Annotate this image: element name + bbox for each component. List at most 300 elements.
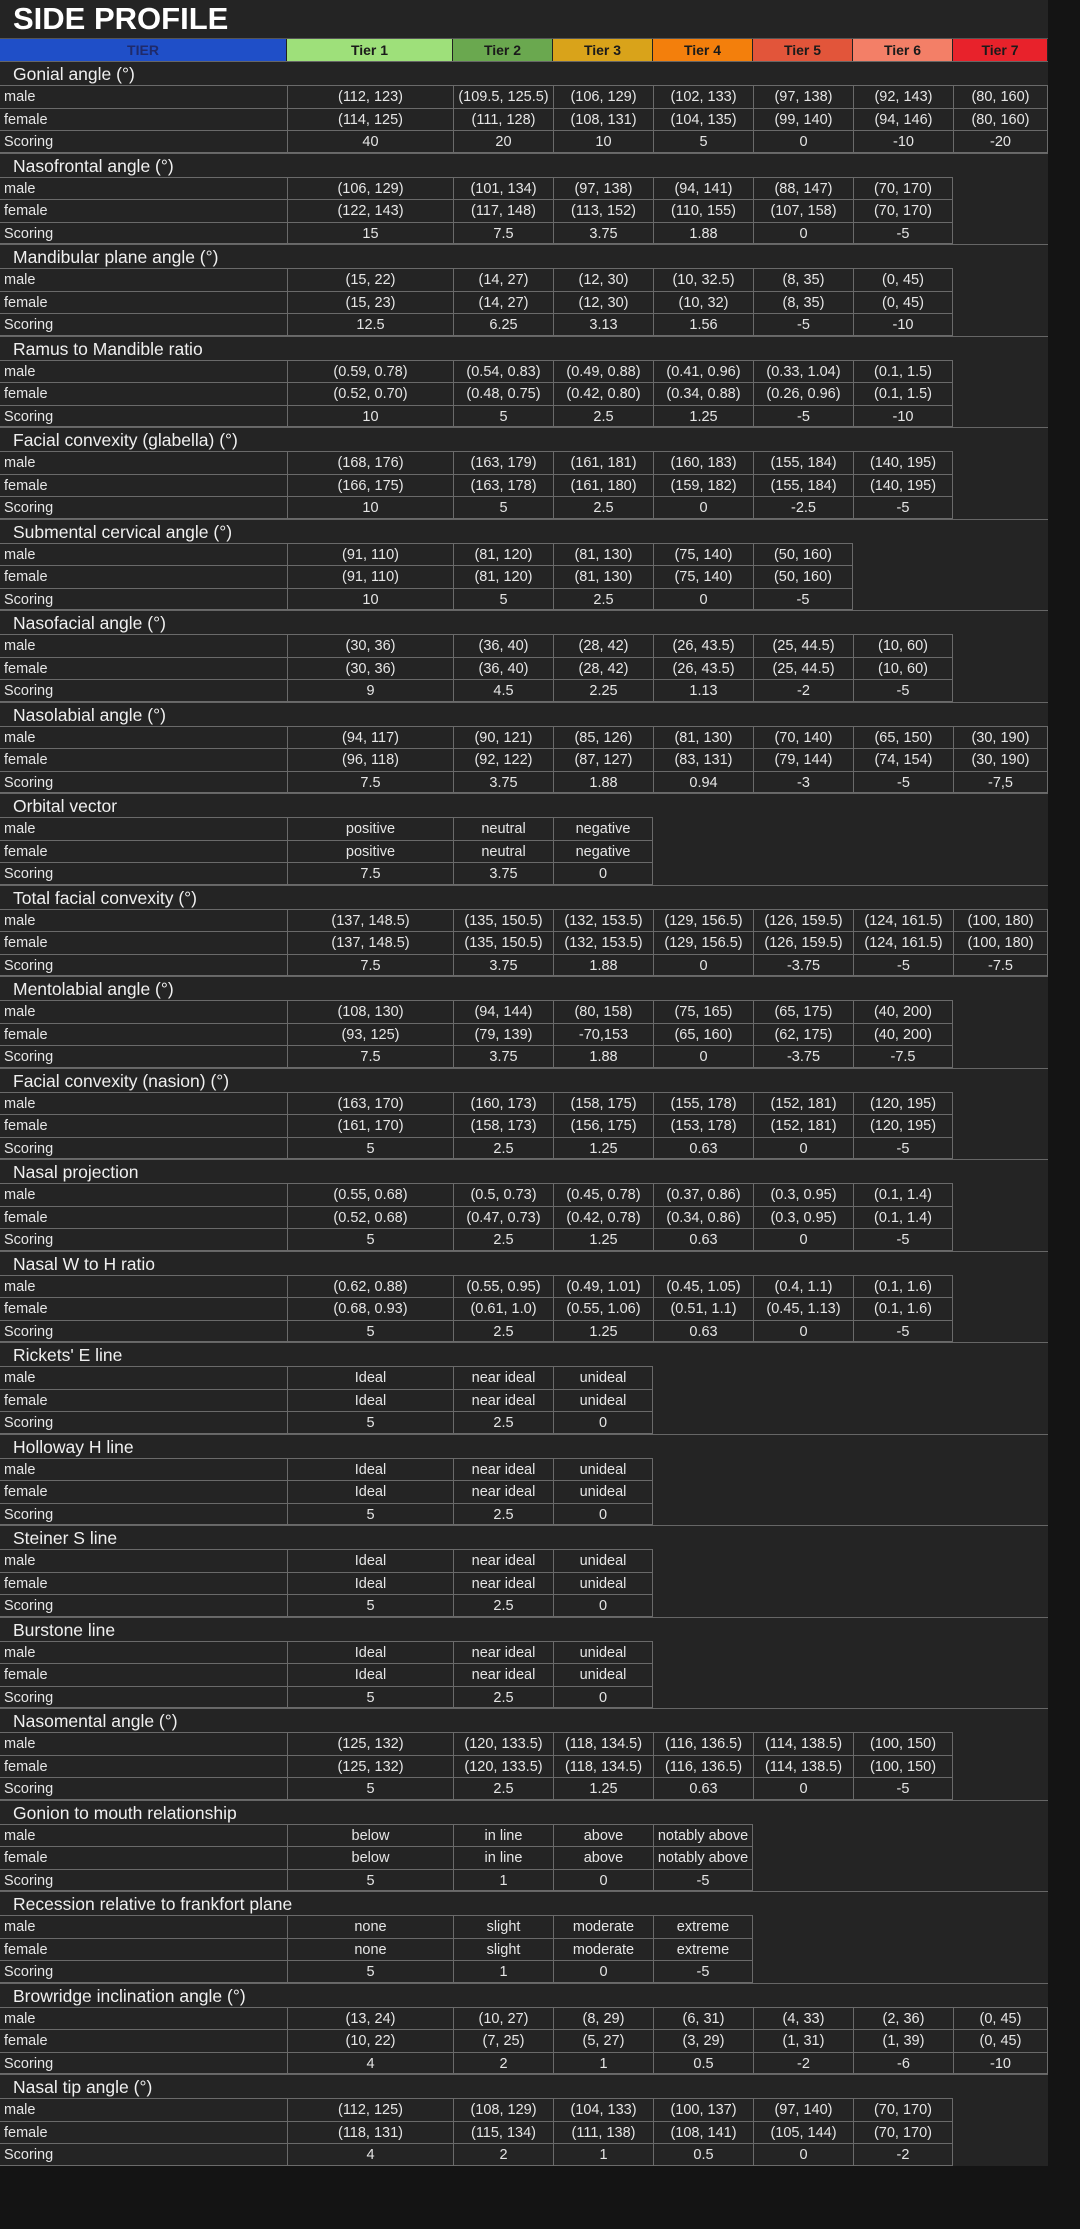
empty-cell[interactable] bbox=[953, 1503, 1048, 1526]
tier-4-cell[interactable]: (104, 135) bbox=[653, 108, 753, 131]
row-label[interactable]: Scoring bbox=[0, 1320, 287, 1343]
row-label[interactable]: Scoring bbox=[0, 862, 287, 885]
tier-2-cell[interactable]: 2.5 bbox=[453, 1503, 553, 1526]
tier-5-cell[interactable]: -5 bbox=[753, 588, 853, 611]
tier-4-cell[interactable]: extreme bbox=[653, 1938, 753, 1961]
tier-4-cell[interactable]: (26, 43.5) bbox=[653, 657, 753, 680]
tier-1-cell[interactable]: 7.5 bbox=[287, 954, 453, 977]
tier-3-cell[interactable]: (0.55, 1.06) bbox=[553, 1297, 653, 1320]
empty-cell[interactable] bbox=[953, 588, 1048, 611]
tier-4-cell[interactable]: 0.63 bbox=[653, 1777, 753, 1800]
tier-5-cell[interactable]: (152, 181) bbox=[753, 1114, 853, 1137]
tier-6-cell[interactable]: (74, 154) bbox=[853, 748, 953, 771]
tier-2-cell[interactable]: 2 bbox=[453, 2143, 553, 2166]
row-label[interactable]: female bbox=[0, 1480, 287, 1503]
empty-cell[interactable] bbox=[953, 1755, 1048, 1778]
tier-3-cell[interactable]: unideal bbox=[553, 1641, 653, 1664]
tier-4-cell[interactable]: 1.56 bbox=[653, 313, 753, 336]
row-label[interactable]: Scoring bbox=[0, 1686, 287, 1709]
tier-4-cell[interactable]: (116, 136.5) bbox=[653, 1755, 753, 1778]
empty-cell[interactable] bbox=[753, 1824, 853, 1847]
tier-2-cell[interactable]: near ideal bbox=[453, 1641, 553, 1664]
empty-cell[interactable] bbox=[953, 222, 1048, 245]
tier-6-cell[interactable]: -5 bbox=[853, 679, 953, 702]
tier-1-cell[interactable]: (112, 123) bbox=[287, 85, 453, 108]
tier-5-cell[interactable]: 0 bbox=[753, 2143, 853, 2166]
row-label[interactable]: Scoring bbox=[0, 222, 287, 245]
empty-cell[interactable] bbox=[653, 1549, 753, 1572]
tier-3-cell[interactable]: 0 bbox=[553, 1869, 653, 1892]
tier-4-cell[interactable]: (0.34, 0.86) bbox=[653, 1206, 753, 1229]
tier-6-cell[interactable]: (100, 150) bbox=[853, 1732, 953, 1755]
tier-2-cell[interactable]: (90, 121) bbox=[453, 726, 553, 749]
row-label[interactable]: Scoring bbox=[0, 771, 287, 794]
row-label[interactable]: male bbox=[0, 726, 287, 749]
tier-4-cell[interactable]: (159, 182) bbox=[653, 474, 753, 497]
tier-3-cell[interactable]: (156, 175) bbox=[553, 1114, 653, 1137]
row-label[interactable]: male bbox=[0, 543, 287, 566]
empty-cell[interactable] bbox=[653, 862, 753, 885]
empty-cell[interactable] bbox=[953, 1960, 1048, 1983]
tier-6-cell[interactable]: -5 bbox=[853, 1137, 953, 1160]
tier-3-cell[interactable]: 0 bbox=[553, 1686, 653, 1709]
tier-1-cell[interactable]: (0.52, 0.68) bbox=[287, 1206, 453, 1229]
tier-2-cell[interactable]: 3.75 bbox=[453, 1045, 553, 1068]
tier-2-cell[interactable]: 5 bbox=[453, 496, 553, 519]
empty-cell[interactable] bbox=[753, 1480, 853, 1503]
tier-2-cell[interactable]: (158, 173) bbox=[453, 1114, 553, 1137]
row-label[interactable]: Scoring bbox=[0, 1228, 287, 1251]
row-label[interactable]: male bbox=[0, 1366, 287, 1389]
empty-cell[interactable] bbox=[753, 1915, 853, 1938]
empty-cell[interactable] bbox=[753, 1366, 853, 1389]
tier-3-cell[interactable]: (28, 42) bbox=[553, 657, 653, 680]
tier-header-2[interactable]: Tier 2 bbox=[453, 39, 553, 61]
empty-cell[interactable] bbox=[953, 496, 1048, 519]
tier-5-cell[interactable]: (0.3, 0.95) bbox=[753, 1183, 853, 1206]
tier-2-cell[interactable]: near ideal bbox=[453, 1366, 553, 1389]
tier-3-cell[interactable]: 1.88 bbox=[553, 954, 653, 977]
tier-3-cell[interactable]: 3.75 bbox=[553, 222, 653, 245]
tier-1-cell[interactable]: Ideal bbox=[287, 1549, 453, 1572]
row-label[interactable]: Scoring bbox=[0, 2052, 287, 2075]
row-label[interactable]: female bbox=[0, 931, 287, 954]
tier-3-cell[interactable]: 0 bbox=[553, 1960, 653, 1983]
row-label[interactable]: male bbox=[0, 1183, 287, 1206]
tier-4-cell[interactable]: (3, 29) bbox=[653, 2029, 753, 2052]
tier-5-cell[interactable]: (155, 184) bbox=[753, 474, 853, 497]
tier-1-cell[interactable]: (0.52, 0.70) bbox=[287, 382, 453, 405]
row-label[interactable]: male bbox=[0, 634, 287, 657]
tier-2-cell[interactable]: neutral bbox=[453, 817, 553, 840]
tier-1-cell[interactable]: 5 bbox=[287, 1320, 453, 1343]
tier-4-cell[interactable]: (0.34, 0.88) bbox=[653, 382, 753, 405]
tier-2-cell[interactable]: near ideal bbox=[453, 1458, 553, 1481]
tier-3-cell[interactable]: 2.25 bbox=[553, 679, 653, 702]
tier-1-cell[interactable]: (168, 176) bbox=[287, 451, 453, 474]
tier-3-cell[interactable]: unideal bbox=[553, 1572, 653, 1595]
tier-2-cell[interactable]: 2.5 bbox=[453, 1411, 553, 1434]
row-label[interactable]: female bbox=[0, 1389, 287, 1412]
row-label[interactable]: female bbox=[0, 1755, 287, 1778]
tier-6-cell[interactable]: (0.1, 1.5) bbox=[853, 360, 953, 383]
tier-4-cell[interactable]: (0.51, 1.1) bbox=[653, 1297, 753, 1320]
tier-6-cell[interactable]: -2 bbox=[853, 2143, 953, 2166]
tier-3-cell[interactable]: (161, 181) bbox=[553, 451, 653, 474]
tier-1-cell[interactable]: (118, 131) bbox=[287, 2121, 453, 2144]
tier-7-cell[interactable]: (30, 190) bbox=[953, 726, 1048, 749]
tier-2-cell[interactable]: (0.5, 0.73) bbox=[453, 1183, 553, 1206]
tier-6-cell[interactable]: (120, 195) bbox=[853, 1114, 953, 1137]
empty-cell[interactable] bbox=[853, 862, 953, 885]
row-label[interactable]: male bbox=[0, 1000, 287, 1023]
tier-2-cell[interactable]: near ideal bbox=[453, 1663, 553, 1686]
tier-2-cell[interactable]: (160, 173) bbox=[453, 1092, 553, 1115]
tier-1-cell[interactable]: 15 bbox=[287, 222, 453, 245]
tier-3-cell[interactable]: unideal bbox=[553, 1663, 653, 1686]
row-label[interactable]: female bbox=[0, 1114, 287, 1137]
tier-2-cell[interactable]: (135, 150.5) bbox=[453, 909, 553, 932]
tier-6-cell[interactable]: -6 bbox=[853, 2052, 953, 2075]
tier-2-cell[interactable]: (0.54, 0.83) bbox=[453, 360, 553, 383]
empty-cell[interactable] bbox=[853, 565, 953, 588]
tier-4-cell[interactable]: (65, 160) bbox=[653, 1023, 753, 1046]
tier-5-cell[interactable]: (0.26, 0.96) bbox=[753, 382, 853, 405]
empty-cell[interactable] bbox=[953, 1663, 1048, 1686]
tier-7-cell[interactable]: (80, 160) bbox=[953, 85, 1048, 108]
tier-6-cell[interactable]: (92, 143) bbox=[853, 85, 953, 108]
tier-3-cell[interactable]: (81, 130) bbox=[553, 543, 653, 566]
empty-cell[interactable] bbox=[953, 360, 1048, 383]
tier-5-cell[interactable]: (88, 147) bbox=[753, 177, 853, 200]
tier-2-cell[interactable]: (163, 178) bbox=[453, 474, 553, 497]
empty-cell[interactable] bbox=[953, 1869, 1048, 1892]
empty-cell[interactable] bbox=[953, 1297, 1048, 1320]
tier-3-cell[interactable]: (0.42, 0.80) bbox=[553, 382, 653, 405]
row-label[interactable]: male bbox=[0, 1275, 287, 1298]
tier-6-cell[interactable]: (70, 170) bbox=[853, 177, 953, 200]
tier-3-cell[interactable]: (8, 29) bbox=[553, 2007, 653, 2030]
tier-1-cell[interactable]: (114, 125) bbox=[287, 108, 453, 131]
tier-3-cell[interactable]: 0 bbox=[553, 1411, 653, 1434]
tier-3-cell[interactable]: 10 bbox=[553, 130, 653, 153]
empty-cell[interactable] bbox=[753, 1411, 853, 1434]
tier-3-cell[interactable]: 1.25 bbox=[553, 1777, 653, 1800]
tier-1-cell[interactable]: 5 bbox=[287, 1960, 453, 1983]
empty-cell[interactable] bbox=[853, 1869, 953, 1892]
empty-cell[interactable] bbox=[653, 1480, 753, 1503]
tier-1-cell[interactable]: (122, 143) bbox=[287, 199, 453, 222]
tier-6-cell[interactable]: (40, 200) bbox=[853, 1023, 953, 1046]
row-label[interactable]: female bbox=[0, 1023, 287, 1046]
tier-3-cell[interactable]: (158, 175) bbox=[553, 1092, 653, 1115]
tier-3-cell[interactable]: 2.5 bbox=[553, 588, 653, 611]
row-label[interactable]: female bbox=[0, 108, 287, 131]
empty-cell[interactable] bbox=[853, 1366, 953, 1389]
empty-cell[interactable] bbox=[953, 679, 1048, 702]
tier-5-cell[interactable]: (126, 159.5) bbox=[753, 931, 853, 954]
tier-6-cell[interactable]: (0.1, 1.6) bbox=[853, 1275, 953, 1298]
tier-2-cell[interactable]: (81, 120) bbox=[453, 565, 553, 588]
empty-cell[interactable] bbox=[953, 2121, 1048, 2144]
tier-3-cell[interactable]: (87, 127) bbox=[553, 748, 653, 771]
tier-3-cell[interactable]: 1.25 bbox=[553, 1137, 653, 1160]
empty-cell[interactable] bbox=[953, 1092, 1048, 1115]
row-label[interactable]: female bbox=[0, 2029, 287, 2052]
tier-2-cell[interactable]: near ideal bbox=[453, 1572, 553, 1595]
tier-header-6[interactable]: Tier 6 bbox=[853, 39, 953, 61]
tier-3-cell[interactable]: 2.5 bbox=[553, 405, 653, 428]
tier-1-cell[interactable]: (163, 170) bbox=[287, 1092, 453, 1115]
tier-5-cell[interactable]: 0 bbox=[753, 1777, 853, 1800]
tier-3-cell[interactable]: 0 bbox=[553, 1503, 653, 1526]
tier-2-cell[interactable]: (117, 148) bbox=[453, 199, 553, 222]
row-label[interactable]: Scoring bbox=[0, 954, 287, 977]
tier-5-cell[interactable]: (97, 140) bbox=[753, 2098, 853, 2121]
tier-3-cell[interactable]: unideal bbox=[553, 1480, 653, 1503]
empty-cell[interactable] bbox=[853, 1389, 953, 1412]
tier-4-cell[interactable]: -5 bbox=[653, 1960, 753, 1983]
tier-5-cell[interactable]: (8, 35) bbox=[753, 291, 853, 314]
tier-1-cell[interactable]: (0.62, 0.88) bbox=[287, 1275, 453, 1298]
tier-1-cell[interactable]: 5 bbox=[287, 1777, 453, 1800]
tier-5-cell[interactable]: -2 bbox=[753, 2052, 853, 2075]
row-label[interactable]: female bbox=[0, 1663, 287, 1686]
tier-2-cell[interactable]: 2.5 bbox=[453, 1594, 553, 1617]
tier-2-cell[interactable]: 20 bbox=[453, 130, 553, 153]
tier-3-cell[interactable]: negative bbox=[553, 840, 653, 863]
tier-1-cell[interactable]: (91, 110) bbox=[287, 543, 453, 566]
tier-1-cell[interactable]: 7.5 bbox=[287, 862, 453, 885]
tier-2-cell[interactable]: 7.5 bbox=[453, 222, 553, 245]
tier-6-cell[interactable]: -5 bbox=[853, 1320, 953, 1343]
empty-cell[interactable] bbox=[953, 291, 1048, 314]
tier-1-cell[interactable]: Ideal bbox=[287, 1641, 453, 1664]
tier-1-cell[interactable]: (91, 110) bbox=[287, 565, 453, 588]
row-label[interactable]: female bbox=[0, 1206, 287, 1229]
tier-2-cell[interactable]: (0.61, 1.0) bbox=[453, 1297, 553, 1320]
tier-2-cell[interactable]: near ideal bbox=[453, 1549, 553, 1572]
row-label[interactable]: Scoring bbox=[0, 1411, 287, 1434]
empty-cell[interactable] bbox=[853, 1594, 953, 1617]
tier-3-cell[interactable]: -70,153 bbox=[553, 1023, 653, 1046]
empty-cell[interactable] bbox=[953, 405, 1048, 428]
tier-1-cell[interactable]: Ideal bbox=[287, 1572, 453, 1595]
tier-2-cell[interactable]: (92, 122) bbox=[453, 748, 553, 771]
tier-5-cell[interactable]: (65, 175) bbox=[753, 1000, 853, 1023]
tier-4-cell[interactable]: (6, 31) bbox=[653, 2007, 753, 2030]
empty-cell[interactable] bbox=[753, 817, 853, 840]
tier-3-cell[interactable]: (132, 153.5) bbox=[553, 931, 653, 954]
tier-3-cell[interactable]: 2.5 bbox=[553, 496, 653, 519]
tier-1-cell[interactable]: 5 bbox=[287, 1228, 453, 1251]
row-label[interactable]: female bbox=[0, 474, 287, 497]
tier-1-cell[interactable]: (137, 148.5) bbox=[287, 909, 453, 932]
empty-cell[interactable] bbox=[753, 1641, 853, 1664]
empty-cell[interactable] bbox=[953, 474, 1048, 497]
tier-6-cell[interactable]: (124, 161.5) bbox=[853, 909, 953, 932]
tier-4-cell[interactable]: 1.13 bbox=[653, 679, 753, 702]
row-label[interactable]: male bbox=[0, 1092, 287, 1115]
empty-cell[interactable] bbox=[953, 1824, 1048, 1847]
tier-4-cell[interactable]: (108, 141) bbox=[653, 2121, 753, 2144]
tier-header-1[interactable]: Tier 1 bbox=[287, 39, 453, 61]
tier-2-cell[interactable]: 2 bbox=[453, 2052, 553, 2075]
tier-1-cell[interactable]: (108, 130) bbox=[287, 1000, 453, 1023]
tier-6-cell[interactable]: (0.1, 1.4) bbox=[853, 1206, 953, 1229]
empty-cell[interactable] bbox=[953, 1114, 1048, 1137]
empty-cell[interactable] bbox=[953, 313, 1048, 336]
tier-1-cell[interactable]: (96, 118) bbox=[287, 748, 453, 771]
tier-5-cell[interactable]: 0 bbox=[753, 222, 853, 245]
tier-7-cell[interactable]: (100, 180) bbox=[953, 931, 1048, 954]
tier-4-cell[interactable]: -5 bbox=[653, 1869, 753, 1892]
tier-7-cell[interactable]: -20 bbox=[953, 130, 1048, 153]
empty-cell[interactable] bbox=[953, 1458, 1048, 1481]
tier-4-cell[interactable]: 1.25 bbox=[653, 405, 753, 428]
tier-2-cell[interactable]: 5 bbox=[453, 588, 553, 611]
tier-4-cell[interactable]: (116, 136.5) bbox=[653, 1732, 753, 1755]
empty-cell[interactable] bbox=[753, 1686, 853, 1709]
empty-cell[interactable] bbox=[753, 1572, 853, 1595]
tier-1-cell[interactable]: (137, 148.5) bbox=[287, 931, 453, 954]
row-label[interactable]: female bbox=[0, 1846, 287, 1869]
tier-6-cell[interactable]: -5 bbox=[853, 222, 953, 245]
empty-cell[interactable] bbox=[853, 1938, 953, 1961]
tier-6-cell[interactable]: -7.5 bbox=[853, 1045, 953, 1068]
tier-2-cell[interactable]: (115, 134) bbox=[453, 2121, 553, 2144]
tier-5-cell[interactable]: (79, 144) bbox=[753, 748, 853, 771]
empty-cell[interactable] bbox=[853, 1641, 953, 1664]
tier-4-cell[interactable]: 0.5 bbox=[653, 2143, 753, 2166]
tier-3-cell[interactable]: 1.25 bbox=[553, 1228, 653, 1251]
tier-7-cell[interactable]: (100, 180) bbox=[953, 909, 1048, 932]
tier-2-cell[interactable]: 2.5 bbox=[453, 1777, 553, 1800]
tier-2-cell[interactable]: near ideal bbox=[453, 1480, 553, 1503]
tier-2-cell[interactable]: 2.5 bbox=[453, 1228, 553, 1251]
tier-2-cell[interactable]: (94, 144) bbox=[453, 1000, 553, 1023]
row-label[interactable]: male bbox=[0, 1915, 287, 1938]
empty-cell[interactable] bbox=[853, 1480, 953, 1503]
tier-2-cell[interactable]: 3.75 bbox=[453, 771, 553, 794]
empty-cell[interactable] bbox=[953, 634, 1048, 657]
empty-cell[interactable] bbox=[653, 1572, 753, 1595]
tier-4-cell[interactable]: (75, 165) bbox=[653, 1000, 753, 1023]
tier-2-cell[interactable]: (79, 139) bbox=[453, 1023, 553, 1046]
empty-cell[interactable] bbox=[953, 199, 1048, 222]
tier-6-cell[interactable]: -10 bbox=[853, 313, 953, 336]
tier-2-cell[interactable]: in line bbox=[453, 1846, 553, 1869]
row-label[interactable]: male bbox=[0, 1641, 287, 1664]
empty-cell[interactable] bbox=[653, 1641, 753, 1664]
tier-3-cell[interactable]: 1.88 bbox=[553, 771, 653, 794]
tier-6-cell[interactable]: (2, 36) bbox=[853, 2007, 953, 2030]
empty-cell[interactable] bbox=[653, 1389, 753, 1412]
tier-5-cell[interactable]: -3 bbox=[753, 771, 853, 794]
tier-5-cell[interactable]: (0.45, 1.13) bbox=[753, 1297, 853, 1320]
row-label[interactable]: Scoring bbox=[0, 588, 287, 611]
empty-cell[interactable] bbox=[653, 1503, 753, 1526]
empty-cell[interactable] bbox=[953, 1641, 1048, 1664]
empty-cell[interactable] bbox=[953, 1320, 1048, 1343]
empty-cell[interactable] bbox=[953, 1732, 1048, 1755]
empty-cell[interactable] bbox=[753, 1960, 853, 1983]
tier-5-cell[interactable]: -3.75 bbox=[753, 954, 853, 977]
tier-1-cell[interactable]: (0.68, 0.93) bbox=[287, 1297, 453, 1320]
empty-cell[interactable] bbox=[953, 817, 1048, 840]
tier-5-cell[interactable]: (105, 144) bbox=[753, 2121, 853, 2144]
row-label[interactable]: female bbox=[0, 199, 287, 222]
row-label[interactable]: female bbox=[0, 748, 287, 771]
empty-cell[interactable] bbox=[953, 1045, 1048, 1068]
tier-6-cell[interactable]: (10, 60) bbox=[853, 634, 953, 657]
tier-5-cell[interactable]: (155, 184) bbox=[753, 451, 853, 474]
empty-cell[interactable] bbox=[753, 862, 853, 885]
tier-3-cell[interactable]: (0.49, 1.01) bbox=[553, 1275, 653, 1298]
tier-5-cell[interactable]: (0.3, 0.95) bbox=[753, 1206, 853, 1229]
tier-4-cell[interactable]: notably above bbox=[653, 1824, 753, 1847]
tier-3-cell[interactable]: 1.25 bbox=[553, 1320, 653, 1343]
tier-2-cell[interactable]: (14, 27) bbox=[453, 291, 553, 314]
empty-cell[interactable] bbox=[653, 1686, 753, 1709]
tier-3-cell[interactable]: (28, 42) bbox=[553, 634, 653, 657]
tier-6-cell[interactable]: -5 bbox=[853, 771, 953, 794]
tier-5-cell[interactable]: -5 bbox=[753, 313, 853, 336]
tier-5-cell[interactable]: (62, 175) bbox=[753, 1023, 853, 1046]
tier-2-cell[interactable]: (109.5, 125.5) bbox=[453, 85, 553, 108]
tier-1-cell[interactable]: 10 bbox=[287, 405, 453, 428]
tier-1-cell[interactable]: 40 bbox=[287, 130, 453, 153]
tier-1-cell[interactable]: positive bbox=[287, 817, 453, 840]
empty-cell[interactable] bbox=[953, 1000, 1048, 1023]
tier-3-cell[interactable]: (80, 158) bbox=[553, 1000, 653, 1023]
tier-7-cell[interactable]: (0, 45) bbox=[953, 2007, 1048, 2030]
tier-2-cell[interactable]: (0.55, 0.95) bbox=[453, 1275, 553, 1298]
empty-cell[interactable] bbox=[953, 840, 1048, 863]
empty-cell[interactable] bbox=[753, 1938, 853, 1961]
tier-6-cell[interactable]: (0, 45) bbox=[853, 268, 953, 291]
tier-3-cell[interactable]: moderate bbox=[553, 1915, 653, 1938]
tier-4-cell[interactable]: (10, 32.5) bbox=[653, 268, 753, 291]
empty-cell[interactable] bbox=[853, 1663, 953, 1686]
tier-7-cell[interactable]: -10 bbox=[953, 2052, 1048, 2075]
tier-5-cell[interactable]: (8, 35) bbox=[753, 268, 853, 291]
tier-6-cell[interactable]: -5 bbox=[853, 954, 953, 977]
tier-4-cell[interactable]: 1.88 bbox=[653, 222, 753, 245]
tier-1-cell[interactable]: 5 bbox=[287, 1411, 453, 1434]
tier-7-cell[interactable]: (30, 190) bbox=[953, 748, 1048, 771]
tier-6-cell[interactable]: (70, 170) bbox=[853, 2121, 953, 2144]
tier-3-cell[interactable]: moderate bbox=[553, 1938, 653, 1961]
empty-cell[interactable] bbox=[953, 1686, 1048, 1709]
tier-3-cell[interactable]: (113, 152) bbox=[553, 199, 653, 222]
row-label[interactable]: Scoring bbox=[0, 405, 287, 428]
tier-2-cell[interactable]: 6.25 bbox=[453, 313, 553, 336]
tier-3-cell[interactable]: 0 bbox=[553, 1594, 653, 1617]
tier-2-cell[interactable]: near ideal bbox=[453, 1389, 553, 1412]
empty-cell[interactable] bbox=[953, 451, 1048, 474]
tier-6-cell[interactable]: (120, 195) bbox=[853, 1092, 953, 1115]
tier-4-cell[interactable]: (153, 178) bbox=[653, 1114, 753, 1137]
empty-cell[interactable] bbox=[953, 2143, 1048, 2166]
tier-6-cell[interactable]: -5 bbox=[853, 1777, 953, 1800]
empty-cell[interactable] bbox=[953, 1137, 1048, 1160]
tier-5-cell[interactable]: (50, 160) bbox=[753, 565, 853, 588]
tier-4-cell[interactable]: (110, 155) bbox=[653, 199, 753, 222]
tier-4-cell[interactable]: notably above bbox=[653, 1846, 753, 1869]
tier-3-cell[interactable]: above bbox=[553, 1824, 653, 1847]
tier-5-cell[interactable]: -3.75 bbox=[753, 1045, 853, 1068]
